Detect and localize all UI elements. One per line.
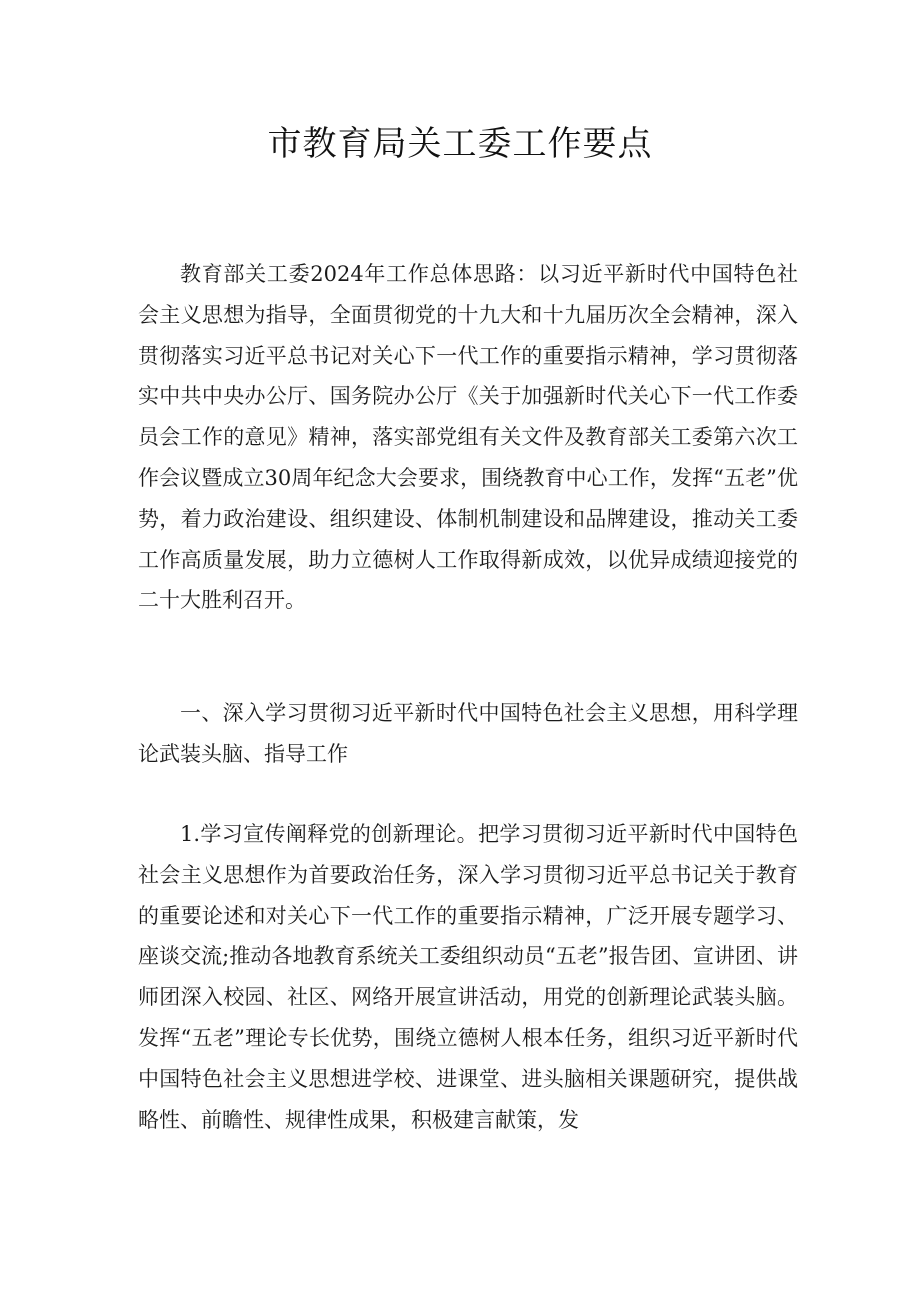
section-heading-1: 一、深入学习贯彻习近平新时代中国特色社会主义思想，用科学理论武装头脑、指导工作 [138, 701, 798, 766]
paragraph-item-1: 1.学习宣传阐释党的创新理论。把学习贯彻习近平新时代中国特色社会主义思想作为首要政治任务，深入学习贯彻习近平总书记关于教育的重要论述和对关心下一代工作的重要指示精神，广泛开展专题学习、座谈交流;推动各地教育系统关工委组织动员“五老”报告团、宣讲团、讲师团深入校园、社区、网络开展宣讲活动，用党的创新理论武装头脑。发挥“五老”理论专长优势，围绕立德树人根本任务，组织习近平新时代中国特色社会主义思想进学校、进课堂、进头脑相关课题研究，提供战略性、前瞻性、规律性成果，积极建言献策，发 [138, 822, 798, 1132]
paragraph-overall-approach: 教育部关工委2024年工作总体思路：以习近平新时代中国特色社会主义思想为指导，全面贯彻党的十九大和十九届历次全会精神，深入贯彻落实习近平总书记对关心下一代工作的重要指示精神，学习贯彻落实中共中央办公厅、国务院办公厅《关于加强新时代关心下一代工作委员会工作的意见》精神，落实部党组有关文件及教育部关工委第六次工作会议暨成立30周年纪念大会要求，围绕教育中心工作，发挥“五老”优势，着力政治建设、组织建设、体制机制建设和品牌建设，推动关工委工作高质量发展，助力立德树人工作取得新成效，以优异成绩迎接党的二十大胜利召开。 [138, 262, 798, 613]
document-title: 市教育局关工委工作要点 [267, 124, 653, 164]
